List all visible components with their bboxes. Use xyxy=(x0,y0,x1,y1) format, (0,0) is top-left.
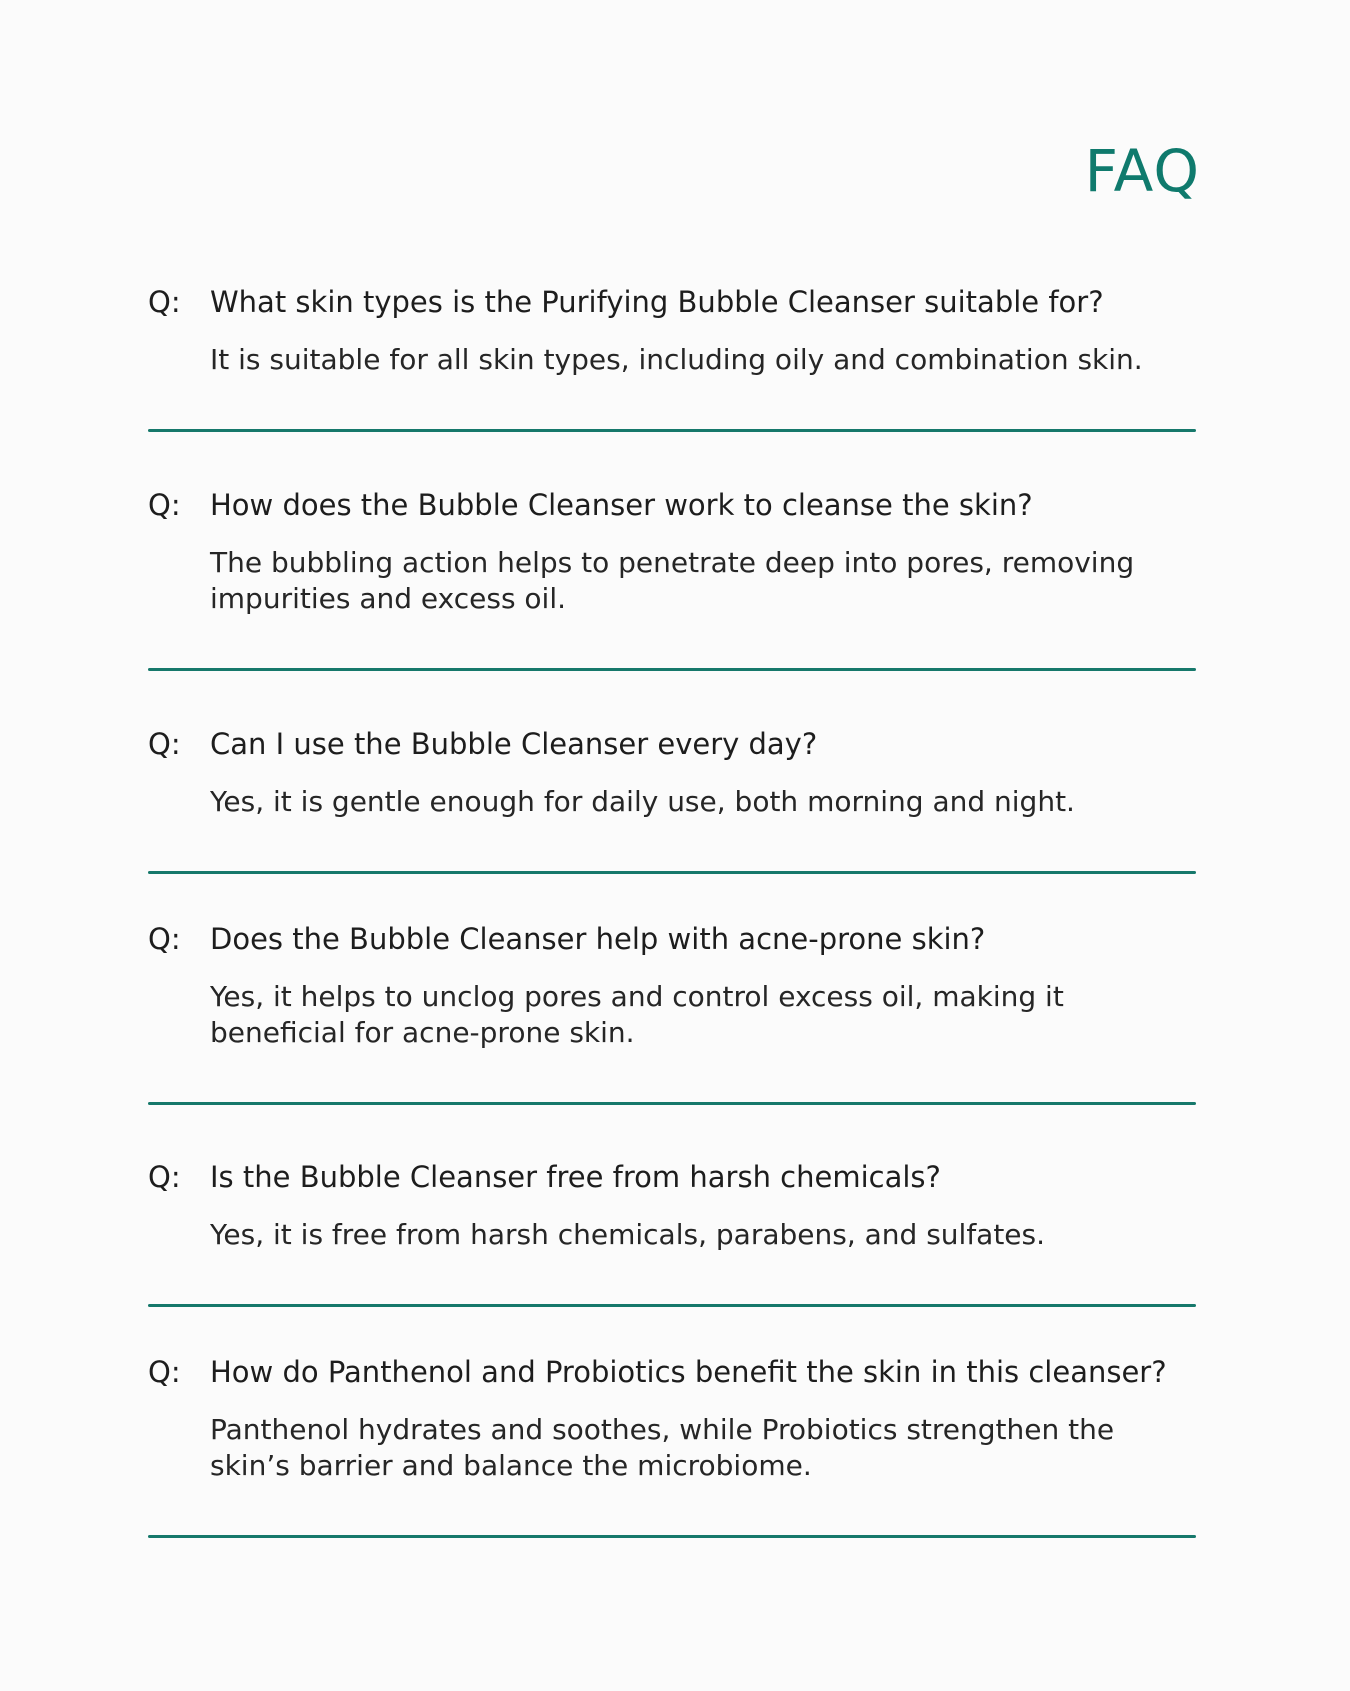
faq-divider xyxy=(148,871,1196,874)
question-prefix: Q: xyxy=(148,922,181,956)
question-prefix: Q: xyxy=(148,1355,181,1389)
question-text: How do Panthenol and Probiotics benefit the skin in this cleanser? xyxy=(210,1355,1167,1389)
answer-text: Panthenol hydrates and soothes, while Probiotics strengthen the skin’s barrier and balance the microbiome. xyxy=(210,1413,1115,1482)
faq-divider xyxy=(148,429,1196,432)
page-title: FAQ xyxy=(1084,137,1200,205)
question-text: Does the Bubble Cleanser help with acne-prone skin? xyxy=(210,922,986,956)
answer-text: Yes, it is free from harsh chemicals, parabens, and sulfates. xyxy=(210,1218,1046,1251)
faq-divider xyxy=(148,1535,1196,1538)
question-row xyxy=(148,724,1196,764)
question-row xyxy=(148,282,1196,322)
question-prefix: Q: xyxy=(148,727,181,761)
faq-item xyxy=(148,1352,1196,1484)
question-prefix: Q: xyxy=(148,488,181,522)
question-prefix: Q: xyxy=(148,1160,181,1194)
faq-item xyxy=(148,282,1196,378)
answer-text: Yes, it helps to unclog pores and control excess oil, making it beneficial for acne-prone skin. xyxy=(210,980,1064,1049)
faq-item xyxy=(148,724,1196,820)
question-text: Is the Bubble Cleanser free from harsh chemicals? xyxy=(210,1160,941,1194)
faq-divider xyxy=(148,1102,1196,1105)
faq-divider xyxy=(148,668,1196,671)
faq-item xyxy=(148,485,1196,617)
faq-item xyxy=(148,1157,1196,1253)
question-row xyxy=(148,919,1196,959)
question-row xyxy=(148,1352,1196,1392)
answer-text: The bubbling action helps to penetrate deep into pores, removing impurities and excess oil. xyxy=(210,546,1135,615)
question-text: What skin types is the Purifying Bubble Cleanser suitable for? xyxy=(210,285,1104,319)
faq-divider xyxy=(148,1304,1196,1307)
question-prefix: Q: xyxy=(148,285,181,319)
answer-text: Yes, it is gentle enough for daily use, both morning and night. xyxy=(210,785,1075,818)
question-row xyxy=(148,485,1196,525)
question-row xyxy=(148,1157,1196,1197)
answer-text: It is suitable for all skin types, including oily and combination skin. xyxy=(210,343,1143,376)
question-text: How does the Bubble Cleanser work to cleanse the skin? xyxy=(210,488,1033,522)
question-text: Can I use the Bubble Cleanser every day? xyxy=(210,727,818,761)
faq-item xyxy=(148,919,1196,1051)
